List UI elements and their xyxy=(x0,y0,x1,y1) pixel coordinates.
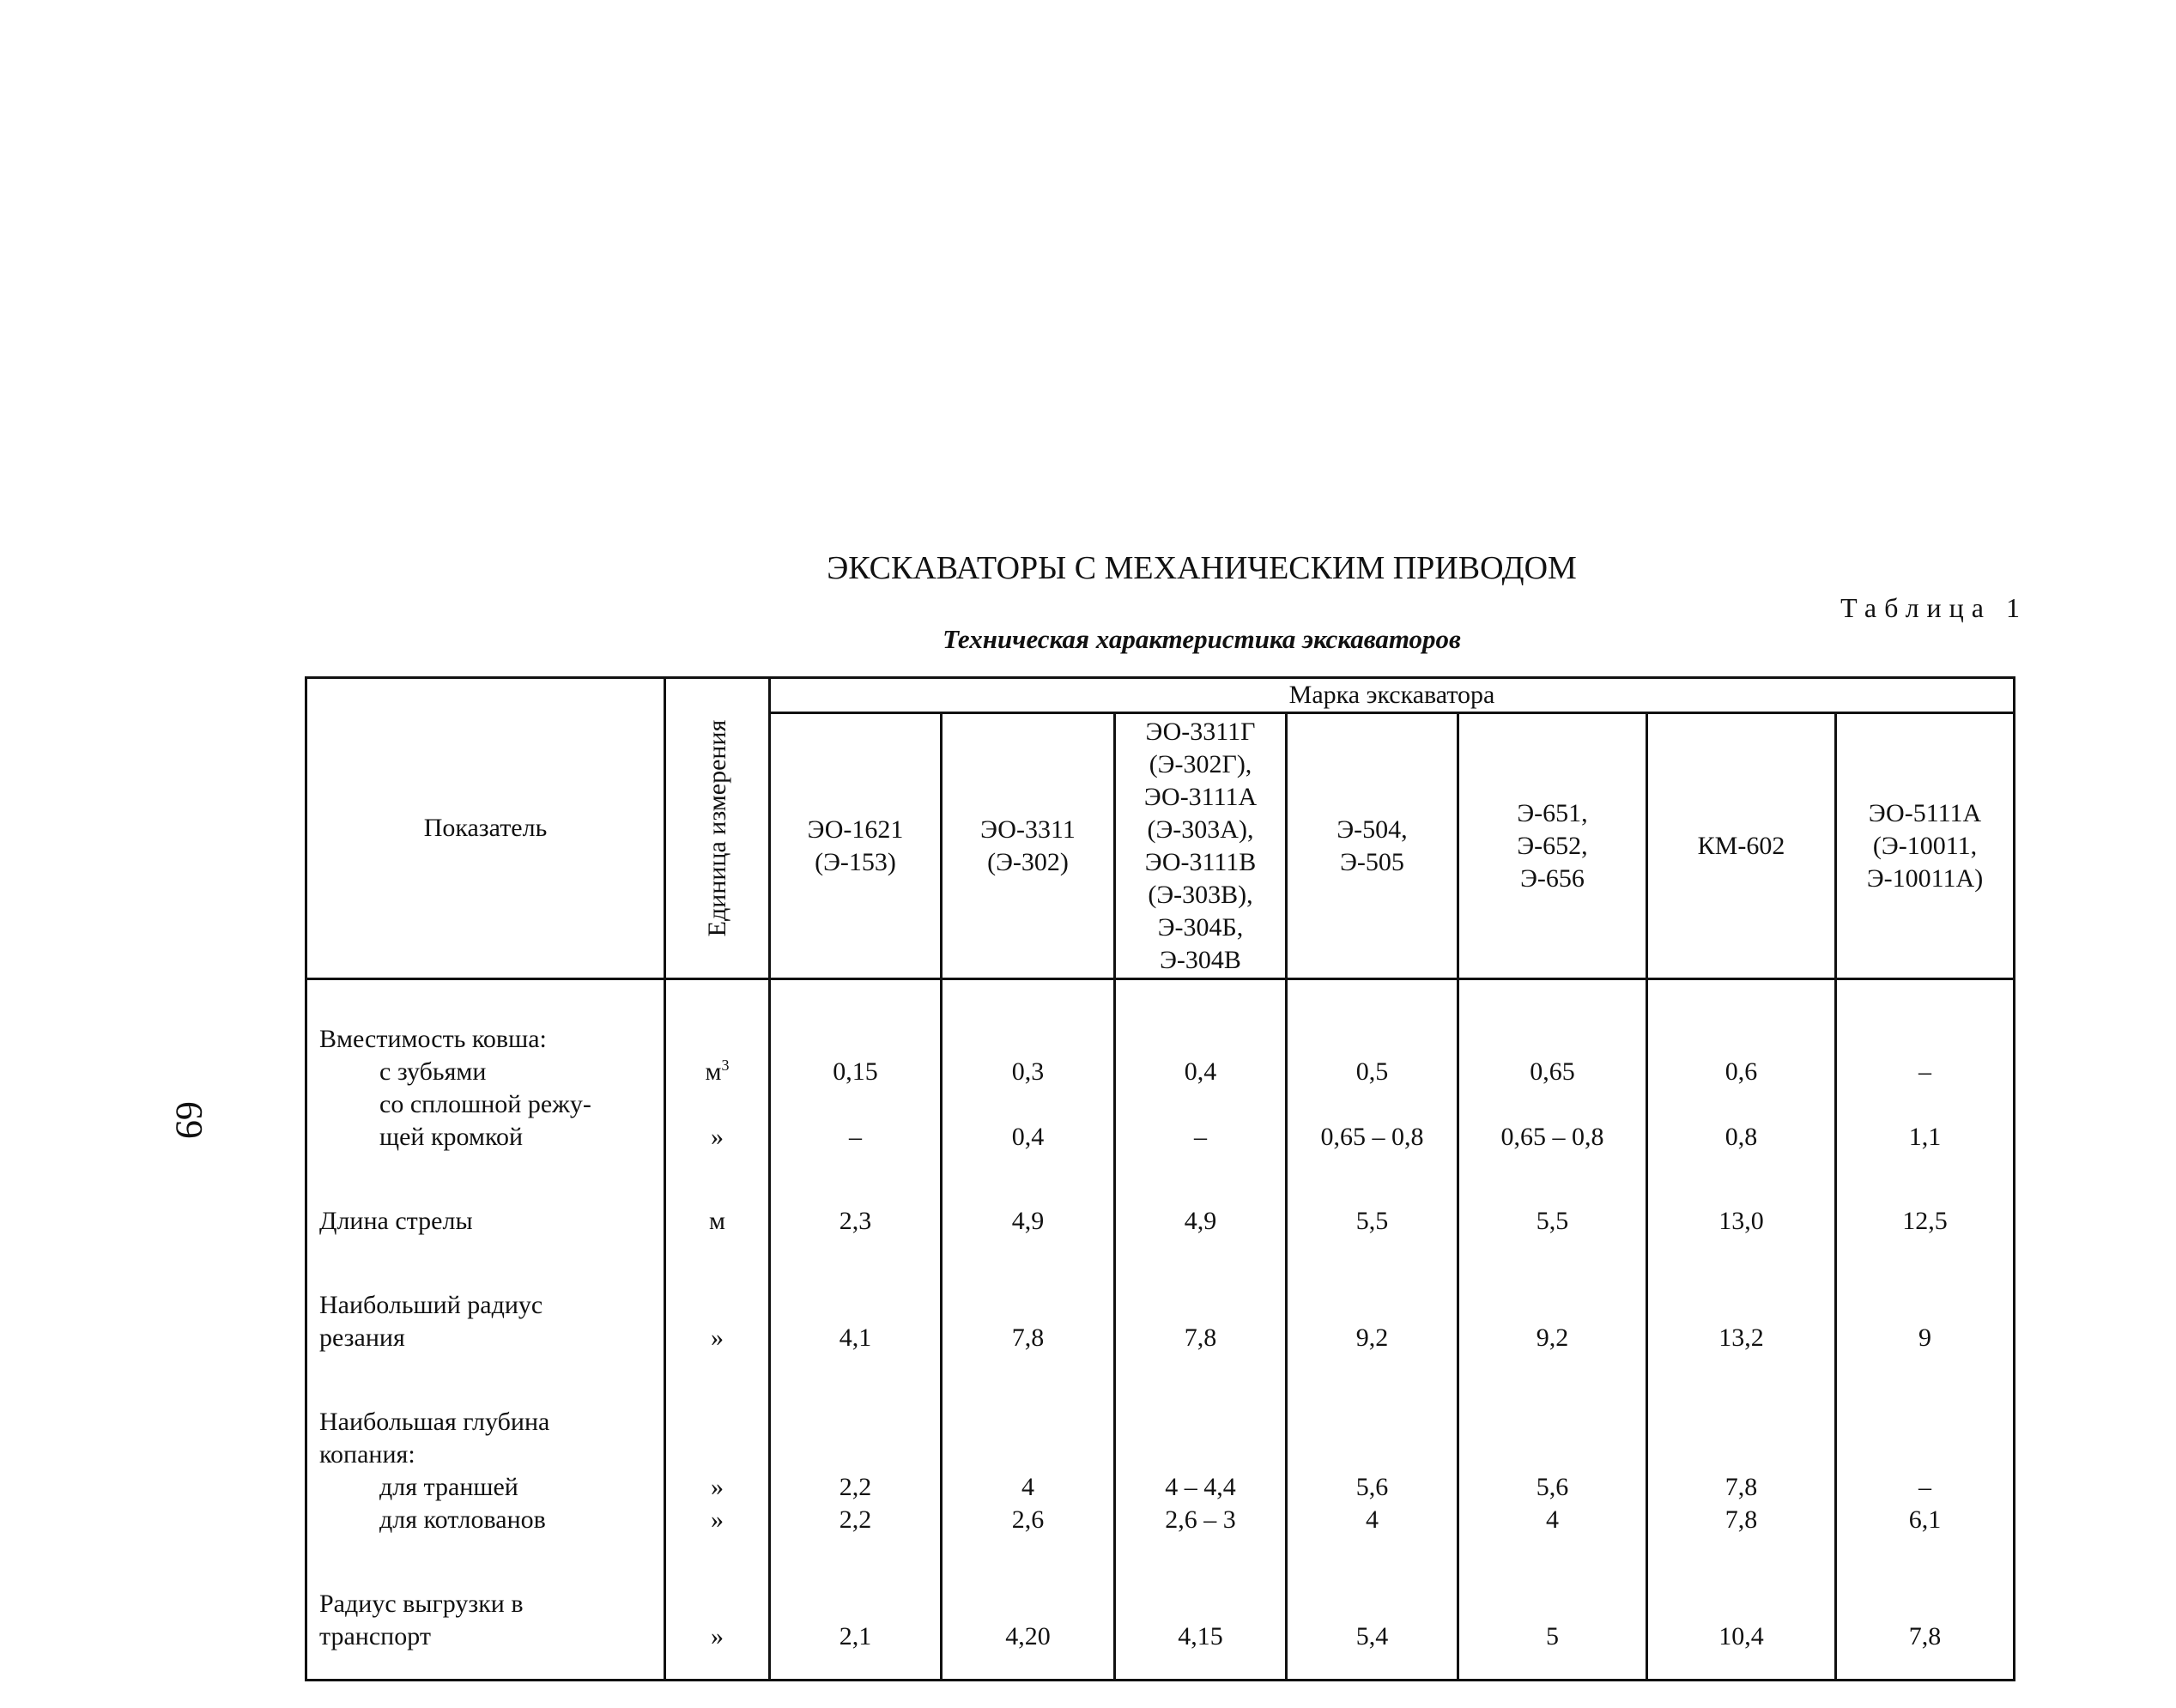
spec-table xyxy=(305,676,2015,1681)
model-header xyxy=(942,713,1115,979)
value-text: 4,1 xyxy=(839,1323,872,1352)
value-blank xyxy=(943,1438,1113,1471)
model-name-line: (Э-303В), xyxy=(1148,880,1253,909)
table-caption: Техническая характеристика экскаваторов xyxy=(943,624,1461,654)
value-text: 4 xyxy=(1366,1505,1379,1534)
value-cell xyxy=(770,1179,942,1263)
value-text: 0,5 xyxy=(1355,1057,1389,1086)
indicator-line: транспорт xyxy=(319,1622,431,1650)
value-blank xyxy=(943,1023,1113,1056)
value-cell xyxy=(1458,1263,1647,1380)
value-cell xyxy=(1287,1380,1458,1562)
unit-text: » xyxy=(711,1622,724,1650)
unit-value xyxy=(666,1121,768,1154)
value-cell xyxy=(1836,1562,2015,1681)
brand-group-header: Марка экскаватора xyxy=(770,678,2015,713)
value-text: 2,2 xyxy=(839,1505,872,1534)
indicator-line: для траншей xyxy=(379,1473,518,1501)
value-cell xyxy=(942,1380,1115,1562)
unit-cell xyxy=(665,1380,770,1562)
model-name-line: (Э-302Г), xyxy=(1149,749,1252,778)
value-cell xyxy=(1287,979,1458,1180)
indicator-line: Наибольшая глубина xyxy=(319,1408,550,1436)
unit-cell xyxy=(665,1179,770,1263)
value-blank xyxy=(1837,1289,2013,1322)
unit-text: м xyxy=(709,1207,725,1235)
value-text: 2,2 xyxy=(839,1473,872,1501)
indicator-header: Показатель xyxy=(306,678,665,979)
unit-blank xyxy=(666,1438,768,1471)
value-text: 0,8 xyxy=(1724,1123,1758,1151)
model-header xyxy=(1115,713,1287,979)
spec-table-container xyxy=(305,676,2015,1681)
indicator-cell xyxy=(306,1263,665,1380)
value-cell xyxy=(1115,979,1287,1180)
table-row xyxy=(306,979,2015,1180)
model-name-line: ЭО-1621 xyxy=(807,815,904,844)
value-blank xyxy=(1288,1289,1457,1322)
value-text: 0,3 xyxy=(1011,1057,1045,1086)
indicator-line: со сплошной режу- xyxy=(379,1090,591,1118)
value-blank xyxy=(771,1588,940,1620)
value-cell xyxy=(942,1263,1115,1380)
value-cell xyxy=(1458,1380,1647,1562)
value-blank xyxy=(1116,1023,1285,1056)
indicator-cell xyxy=(306,1380,665,1562)
value-blank xyxy=(1459,1406,1646,1438)
unit-cell xyxy=(665,979,770,1180)
value-blank xyxy=(1648,1588,1834,1620)
page-number: 69 xyxy=(168,1101,210,1139)
value-cell xyxy=(1458,1179,1647,1263)
value-text: 7,8 xyxy=(1908,1622,1942,1650)
value-text: 4 xyxy=(1546,1505,1559,1534)
value-blank xyxy=(1116,1588,1285,1620)
indicator-line: Наибольший радиус xyxy=(319,1291,543,1319)
value-cell xyxy=(770,1562,942,1681)
value-cell xyxy=(1115,1562,1287,1681)
value-text: 13,0 xyxy=(1718,1207,1764,1235)
value-text: 4,15 xyxy=(1178,1622,1223,1650)
unit-text: » xyxy=(711,1473,724,1501)
unit-blank xyxy=(666,1406,768,1438)
model-name-line: Э-652, xyxy=(1517,831,1588,860)
unit-blank xyxy=(666,1023,768,1056)
model-name-line: ЭО-3111В xyxy=(1144,847,1257,876)
value-text: 5 xyxy=(1546,1622,1559,1650)
model-header xyxy=(1836,713,2015,979)
model-header xyxy=(1287,713,1458,979)
value-blank xyxy=(1116,1406,1285,1438)
value-cell xyxy=(1647,979,1836,1180)
value-blank xyxy=(943,1088,1113,1121)
value-cell xyxy=(1458,1562,1647,1681)
value-blank xyxy=(771,1438,940,1471)
model-name-line: Э-656 xyxy=(1520,863,1585,893)
value-text: 7,8 xyxy=(1184,1323,1217,1352)
value-blank xyxy=(1648,1406,1834,1438)
value-blank xyxy=(1288,1588,1457,1620)
unit-header xyxy=(665,678,770,979)
value-text: 0,15 xyxy=(833,1057,878,1086)
value-cell xyxy=(942,1179,1115,1263)
value-text: 1,1 xyxy=(1908,1123,1942,1151)
value-blank xyxy=(943,1406,1113,1438)
unit-value xyxy=(666,1322,768,1354)
value-cell xyxy=(770,1263,942,1380)
model-name-line: ЭО-3311 xyxy=(980,815,1076,844)
value-cell xyxy=(770,1380,942,1562)
value-text: 5,5 xyxy=(1536,1207,1569,1235)
value-blank xyxy=(771,1289,940,1322)
value-cell xyxy=(1836,1179,2015,1263)
value-cell xyxy=(942,979,1115,1180)
table-row xyxy=(306,1562,2015,1681)
model-name-line: ЭО-3111А xyxy=(1143,782,1258,811)
value-text: 7,8 xyxy=(1724,1505,1758,1534)
value-text: 9 xyxy=(1918,1323,1932,1352)
value-blank xyxy=(1288,1438,1457,1471)
unit-superscript: 3 xyxy=(721,1057,730,1074)
value-blank xyxy=(1648,1088,1834,1121)
table-header xyxy=(306,678,2015,979)
value-text: 6,1 xyxy=(1908,1505,1942,1534)
indicator-line: щей кромкой xyxy=(379,1123,524,1151)
value-text: 0,6 xyxy=(1724,1057,1758,1086)
value-blank xyxy=(1837,1406,2013,1438)
model-name-line: (Э-302) xyxy=(987,847,1069,876)
value-cell xyxy=(1836,1380,2015,1562)
value-blank xyxy=(1116,1289,1285,1322)
value-blank xyxy=(943,1289,1113,1322)
value-text: 0,65 – 0,8 xyxy=(1500,1123,1604,1151)
value-cell xyxy=(1287,1263,1458,1380)
value-blank xyxy=(1837,1023,2013,1056)
model-name-line: (Э-10011, xyxy=(1872,831,1978,860)
value-text: 0,4 xyxy=(1184,1057,1217,1086)
indicator-line: копания: xyxy=(319,1440,415,1469)
value-text: 13,2 xyxy=(1718,1323,1764,1352)
model-name-line: Э-304Б, xyxy=(1157,912,1244,942)
table-row xyxy=(306,1179,2015,1263)
unit-text: м xyxy=(705,1057,722,1086)
value-cell xyxy=(1836,1263,2015,1380)
value-blank xyxy=(771,1088,940,1121)
value-blank xyxy=(1288,1406,1457,1438)
unit-value xyxy=(666,1504,768,1536)
table-row xyxy=(306,1380,2015,1562)
value-blank xyxy=(1837,1438,2013,1471)
unit-value xyxy=(666,1620,768,1653)
value-blank xyxy=(1837,1588,2013,1620)
value-text: 2,6 – 3 xyxy=(1165,1505,1236,1534)
indicator-line: Вместимость ковша: xyxy=(319,1025,547,1053)
value-text: 2,6 xyxy=(1011,1505,1045,1534)
model-header xyxy=(770,713,942,979)
model-name-line: Э-304В xyxy=(1160,945,1241,974)
indicator-line: Радиус выгрузки в xyxy=(319,1590,524,1618)
indicator-line: резания xyxy=(319,1323,405,1352)
table-body xyxy=(306,979,2015,1681)
value-text: 5,6 xyxy=(1355,1473,1389,1501)
value-blank xyxy=(1648,1438,1834,1471)
value-cell xyxy=(1115,1179,1287,1263)
value-cell xyxy=(1647,1263,1836,1380)
unit-text: » xyxy=(711,1323,724,1352)
value-blank xyxy=(1288,1088,1457,1121)
value-blank xyxy=(1116,1438,1285,1471)
unit-cell xyxy=(665,1562,770,1681)
indicator-line: Длина стрелы xyxy=(319,1207,473,1235)
value-text: 9,2 xyxy=(1536,1323,1569,1352)
model-name-line: Э-504, xyxy=(1337,815,1408,844)
indicator-cell xyxy=(306,1179,665,1263)
value-text: 7,8 xyxy=(1724,1473,1758,1501)
value-cell xyxy=(1115,1263,1287,1380)
value-blank xyxy=(1116,1088,1285,1121)
model-name-line: Э-10011А) xyxy=(1866,863,1984,893)
value-blank xyxy=(1288,1023,1457,1056)
indicator-line: для котлованов xyxy=(379,1505,546,1534)
value-text: – xyxy=(849,1123,862,1151)
unit-text: » xyxy=(711,1123,724,1151)
model-name-line: ЭО-5111А xyxy=(1868,798,1982,827)
indicator-cell xyxy=(306,979,665,1180)
model-header xyxy=(1647,713,1836,979)
value-cell xyxy=(770,979,942,1180)
value-blank xyxy=(1648,1023,1834,1056)
value-blank xyxy=(1459,1588,1646,1620)
unit-value xyxy=(666,1471,768,1504)
value-text: 4,20 xyxy=(1005,1622,1051,1650)
value-text: 5,5 xyxy=(1355,1207,1389,1235)
unit-blank xyxy=(666,1588,768,1620)
value-text: – xyxy=(1918,1057,1932,1086)
value-text: 0,65 xyxy=(1530,1057,1575,1086)
value-blank xyxy=(1459,1088,1646,1121)
value-text: 4 – 4,4 xyxy=(1165,1473,1236,1501)
unit-blank xyxy=(666,1088,768,1121)
value-blank xyxy=(771,1023,940,1056)
value-text: 0,4 xyxy=(1011,1123,1045,1151)
model-name-line: Э-505 xyxy=(1340,847,1404,876)
table-label: Таблица 1 xyxy=(1840,592,2027,623)
model-name-line: (Э-303А), xyxy=(1147,815,1254,844)
model-name-line: КМ-602 xyxy=(1697,831,1785,860)
unit-cell xyxy=(665,1263,770,1380)
value-blank xyxy=(771,1406,940,1438)
value-text: 0,65 – 0,8 xyxy=(1320,1123,1424,1151)
indicator-cell xyxy=(306,1562,665,1681)
model-header xyxy=(1458,713,1647,979)
value-cell xyxy=(1647,1380,1836,1562)
value-text: 5,4 xyxy=(1355,1622,1389,1650)
value-cell xyxy=(1115,1380,1287,1562)
unit-header-text: Единица измерения xyxy=(702,719,731,937)
value-cell xyxy=(942,1562,1115,1681)
value-text: 4,9 xyxy=(1011,1207,1045,1235)
value-text: 12,5 xyxy=(1902,1207,1948,1235)
value-cell xyxy=(1647,1179,1836,1263)
value-cell xyxy=(1287,1562,1458,1681)
value-blank xyxy=(1459,1438,1646,1471)
value-text: 7,8 xyxy=(1011,1323,1045,1352)
value-cell xyxy=(1458,979,1647,1180)
page-title: ЭКСКАВАТОРЫ С МЕХАНИЧЕСКИМ ПРИВОДОМ xyxy=(827,550,1577,586)
value-cell xyxy=(1647,1562,1836,1681)
value-text: 9,2 xyxy=(1355,1323,1389,1352)
unit-value xyxy=(666,1205,768,1238)
table-row xyxy=(306,1263,2015,1380)
unit-blank xyxy=(666,1289,768,1322)
value-text: 4,9 xyxy=(1184,1207,1217,1235)
value-blank xyxy=(1648,1289,1834,1322)
value-cell xyxy=(1836,979,2015,1180)
value-blank xyxy=(1837,1088,2013,1121)
model-name-line: (Э-153) xyxy=(815,847,896,876)
value-cell xyxy=(1287,1179,1458,1263)
model-name-line: Э-651, xyxy=(1517,798,1588,827)
unit-text: » xyxy=(711,1505,724,1534)
model-name-line: ЭО-3311Г xyxy=(1145,717,1256,746)
unit-value xyxy=(666,1056,768,1088)
value-text: 4 xyxy=(1021,1473,1034,1501)
value-blank xyxy=(1459,1289,1646,1322)
value-text: 2,3 xyxy=(839,1207,872,1235)
value-text: 5,6 xyxy=(1536,1473,1569,1501)
value-text: 10,4 xyxy=(1718,1622,1764,1650)
value-blank xyxy=(943,1588,1113,1620)
value-text: 2,1 xyxy=(839,1622,872,1650)
value-blank xyxy=(1459,1023,1646,1056)
value-text: – xyxy=(1194,1123,1207,1151)
value-text: – xyxy=(1918,1473,1932,1501)
indicator-line: с зубьями xyxy=(379,1057,487,1086)
